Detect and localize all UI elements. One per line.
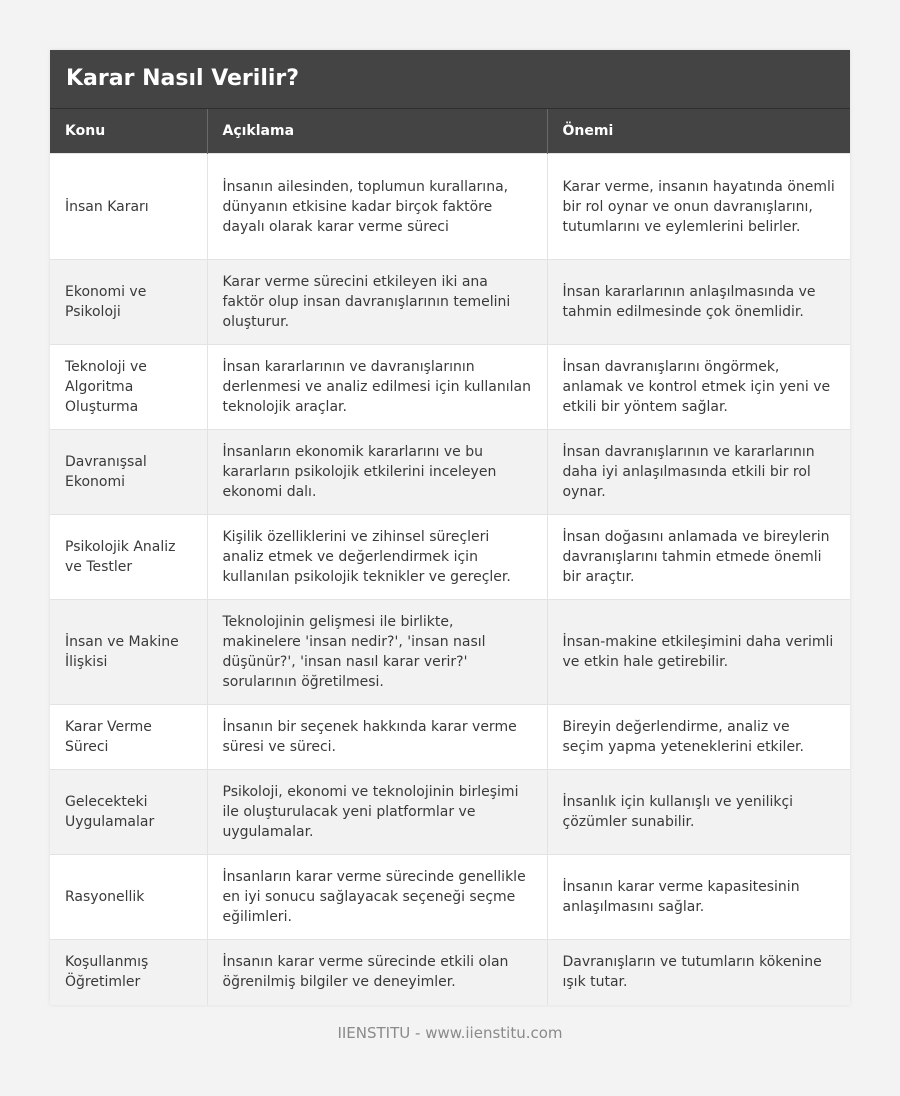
cell-aciklama: İnsanların ekonomik kararlarını ve bu kararların psikolojik etkilerini inceleyen ekonomi dalı. <box>207 430 547 515</box>
cell-konu: Davranışsal Ekonomi <box>50 430 207 515</box>
cell-aciklama: İnsanın ailesinden, toplumun kurallarına, dünyanın etkisine kadar birçok faktöre dayalı olarak karar verme süreci <box>207 154 547 260</box>
table-row <box>50 260 850 345</box>
cell-konu: Ekonomi ve Psikoloji <box>50 260 207 345</box>
cell-aciklama: İnsan kararlarının ve davranışlarının derlenmesi ve analiz edilmesi için kullanılan teknolojik araçlar. <box>207 345 547 430</box>
table-row <box>50 430 850 515</box>
table-row <box>50 345 850 430</box>
cell-konu: Rasyonellik <box>50 855 207 940</box>
column-header-onemi: Önemi <box>547 109 850 154</box>
cell-onemi: İnsan-makine etkileşimini daha verimli ve etkin hale getirebilir. <box>547 600 850 705</box>
cell-onemi: İnsan davranışlarını öngörmek, anlamak ve kontrol etmek için yeni ve etkili bir yöntem sağlar. <box>547 345 850 430</box>
column-header-aciklama: Açıklama <box>207 109 547 154</box>
table-row <box>50 515 850 600</box>
cell-konu: Karar Verme Süreci <box>50 705 207 770</box>
decision-table <box>50 108 850 1005</box>
cell-onemi: İnsan kararlarının anlaşılmasında ve tahmin edilmesinde çok önemlidir. <box>547 260 850 345</box>
cell-aciklama: Psikoloji, ekonomi ve teknolojinin birleşimi ile oluşturulacak yeni platformlar ve uygulamalar. <box>207 770 547 855</box>
table-row <box>50 770 850 855</box>
cell-konu: Psikolojik Analiz ve Testler <box>50 515 207 600</box>
cell-onemi: İnsan doğasını anlamada ve bireylerin davranışlarını tahmin etmede önemli bir araçtır. <box>547 515 850 600</box>
table-row <box>50 600 850 705</box>
table-header-row <box>50 109 850 154</box>
cell-onemi: Davranışların ve tutumların kökenine ışık tutar. <box>547 940 850 1005</box>
cell-onemi: İnsanın karar verme kapasitesinin anlaşılmasını sağlar. <box>547 855 850 940</box>
column-header-konu: Konu <box>50 109 207 154</box>
cell-aciklama: Teknolojinin gelişmesi ile birlikte, makinelere 'insan nedir?', 'insan nasıl düşünür?', 'insan nasıl karar verir?' sorularının öğretilmesi. <box>207 600 547 705</box>
table-row <box>50 154 850 260</box>
cell-konu: Gelecekteki Uygulamalar <box>50 770 207 855</box>
table-title: Karar Nasıl Verilir? <box>50 50 850 108</box>
cell-konu: Koşullanmış Öğretimler <box>50 940 207 1005</box>
cell-onemi: Karar verme, insanın hayatında önemli bir rol oynar ve onun davranışlarını, tutumlarını ve eylemlerini belirler. <box>547 154 850 260</box>
cell-konu: İnsan Kararı <box>50 154 207 260</box>
cell-konu: İnsan ve Makine İlişkisi <box>50 600 207 705</box>
decision-table-card <box>50 50 850 1005</box>
cell-aciklama: Karar verme sürecini etkileyen iki ana faktör olup insan davranışlarının temelini oluşturur. <box>207 260 547 345</box>
cell-aciklama: Kişilik özelliklerini ve zihinsel süreçleri analiz etmek ve değerlendirmek için kullanılan psikolojik teknikler ve gereçler. <box>207 515 547 600</box>
cell-aciklama: İnsanların karar verme sürecinde genellikle en iyi sonucu sağlayacak seçeneği seçme eğilimleri. <box>207 855 547 940</box>
footer-credit: IIENSTITU - www.iienstitu.com <box>337 1024 563 1042</box>
cell-aciklama: İnsanın bir seçenek hakkında karar verme süresi ve süreci. <box>207 705 547 770</box>
table-row <box>50 940 850 1005</box>
cell-onemi: İnsan davranışlarının ve kararlarının daha iyi anlaşılmasında etkili bir rol oynar. <box>547 430 850 515</box>
cell-aciklama: İnsanın karar verme sürecinde etkili olan öğrenilmiş bilgiler ve deneyimler. <box>207 940 547 1005</box>
table-row <box>50 855 850 940</box>
cell-onemi: İnsanlık için kullanışlı ve yenilikçi çözümler sunabilir. <box>547 770 850 855</box>
table-row <box>50 705 850 770</box>
cell-onemi: Bireyin değerlendirme, analiz ve seçim yapma yeteneklerini etkiler. <box>547 705 850 770</box>
cell-konu: Teknoloji ve Algoritma Oluşturma <box>50 345 207 430</box>
